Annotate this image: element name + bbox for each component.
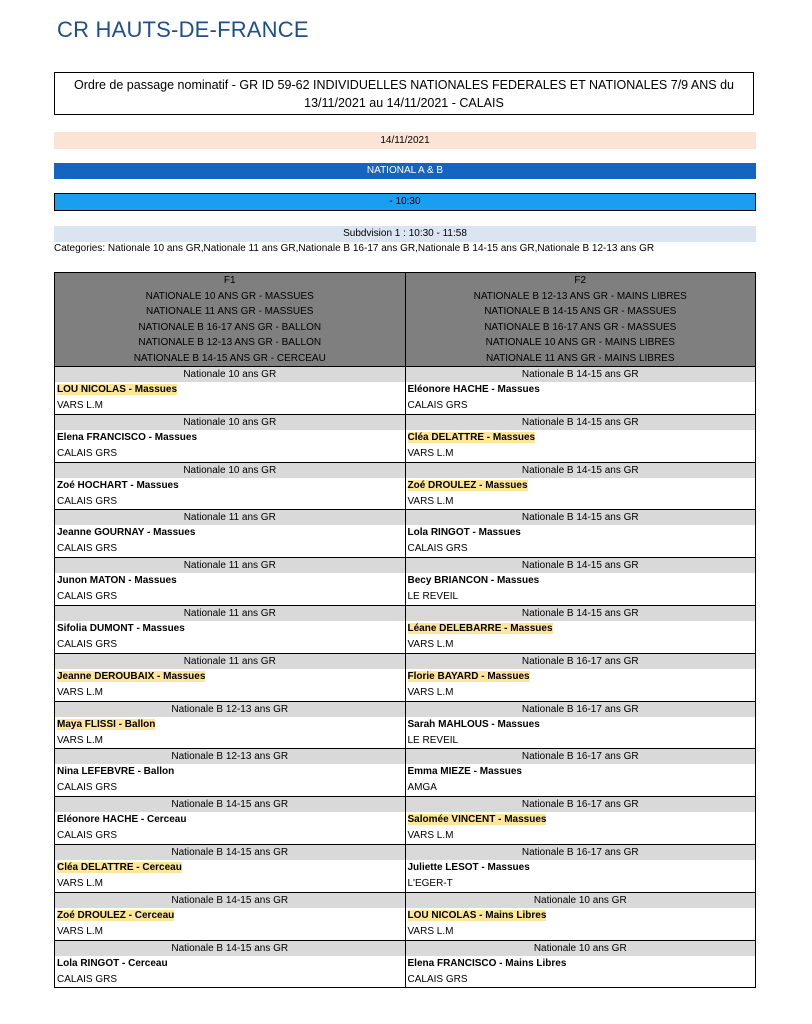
club-name: VARS L.M <box>57 400 103 411</box>
table-header-row <box>55 273 756 367</box>
category-label: Nationale B 16-17 ans GR <box>406 749 756 764</box>
region-title: CR HAUTS-DE-FRANCE <box>57 17 309 42</box>
gymnast-name: Sarah MAHLOUS - Massues <box>407 718 540 730</box>
club-name: VARS L.M <box>57 686 103 698</box>
gymnast-name: Lola RINGOT - Cerceau <box>57 957 168 969</box>
apparatus-group: NATIONALE B 16-17 ANS GR - BALLON <box>138 321 322 333</box>
gymnast-name: Jeanne DEROUBAIX - Massues <box>57 670 206 682</box>
column-label: F1 <box>223 275 236 286</box>
table-row <box>55 462 756 510</box>
category-label: Nationale B 12-13 ans GR <box>55 749 405 764</box>
gymnast-name-row <box>406 382 756 398</box>
club-name: CALAIS GRS <box>57 495 118 507</box>
apparatus-group: NATIONALE B 14-15 ANS GR - MASSUES <box>484 306 677 317</box>
category-label: Nationale 11 ans GR <box>55 654 405 669</box>
title-line-2: 13/11/2021 au 14/11/2021 - CALAIS <box>304 96 504 110</box>
gymnast-name: Eléonore HACHE - Cerceau <box>57 814 187 826</box>
club-name: CALAIS GRS <box>407 543 468 555</box>
gymnast-cell <box>55 892 406 940</box>
gymnast-cell <box>405 844 756 892</box>
table-row <box>55 605 756 653</box>
table-row <box>55 510 756 558</box>
gymnast-name: Zoé DROULEZ - Cerceau <box>57 909 175 921</box>
category-label: Nationale B 14-15 ans GR <box>55 845 405 860</box>
apparatus-group: NATIONALE 10 ANS GR - MASSUES <box>145 290 314 302</box>
gymnast-cell <box>55 558 406 606</box>
gymnast-name-row <box>55 717 405 733</box>
table-row <box>55 414 756 462</box>
club-name: CALAIS GRS <box>407 400 468 411</box>
category-label: Nationale B 16-17 ans GR <box>406 797 756 812</box>
gymnast-name: Elena FRANCISCO - Mains Libres <box>407 957 567 969</box>
gymnast-cell <box>55 367 406 415</box>
gymnast-cell <box>405 414 756 462</box>
apparatus-group: NATIONALE 11 ANS GR - MAINS LIBRES <box>485 352 675 364</box>
gymnast-name: Junon MATON - Massues <box>57 575 177 587</box>
gymnast-name-row <box>55 430 405 446</box>
category-label: Nationale 11 ans GR <box>55 606 405 621</box>
gymnast-name: Juliette LESOT - Massues <box>407 861 530 873</box>
gymnast-name-row <box>406 717 756 733</box>
document-title <box>54 72 754 115</box>
gymnast-cell <box>405 367 756 415</box>
gymnast-cell <box>55 510 406 558</box>
gymnast-cell <box>405 797 756 845</box>
gymnast-cell <box>405 701 756 749</box>
category-label: Nationale 10 ans GR <box>55 367 405 382</box>
gymnast-name-row <box>55 621 405 637</box>
title-line-1: Ordre de passage nominatif - GR ID 59-62 INDIVIDUELLES NATIONALES FEDERALES ET NATIONALES 7/9 ANS du <box>74 78 734 92</box>
gymnast-cell <box>405 462 756 510</box>
gymnast-name-row <box>55 382 405 398</box>
category-label: Nationale B 12-13 ans GR <box>55 702 405 717</box>
club-name: VARS L.M <box>57 734 103 746</box>
gymnast-name: Zoé DROULEZ - Massues <box>407 479 528 491</box>
club-name: CALAIS GRS <box>57 973 118 985</box>
table-row <box>55 749 756 797</box>
gymnast-cell <box>55 749 406 797</box>
gymnast-cell <box>55 701 406 749</box>
categories-line: Categories: Nationale 10 ans GR,Nationale 11 ans GR,Nationale B 16-17 ans GR,Nationale B 14-15 ans GR,Nationale B 12-13 ans GR <box>54 243 655 254</box>
column-header-f1 <box>55 273 406 367</box>
table-row <box>55 797 756 845</box>
category-label: Nationale 10 ans GR <box>55 463 405 478</box>
gymnast-name-row <box>55 573 405 589</box>
gymnast-cell <box>55 605 406 653</box>
category-label: Nationale 10 ans GR <box>55 415 405 430</box>
gymnast-name-row <box>406 908 756 924</box>
category-label: Nationale 10 ans GR <box>406 893 756 908</box>
table-row <box>55 558 756 606</box>
subdivision-band: Subdvision 1 : 10:30 - 11:58 <box>54 226 756 242</box>
gymnast-name-row <box>55 669 405 685</box>
category-label: Nationale 11 ans GR <box>55 558 405 573</box>
club-name: L'EGER-T <box>407 877 453 889</box>
gymnast-name: Sifolia DUMONT - Massues <box>57 622 185 634</box>
gymnast-cell <box>55 414 406 462</box>
gymnast-name: Eléonore HACHE - Massues <box>407 384 540 395</box>
club-name: VARS L.M <box>57 877 103 889</box>
table-row <box>55 653 756 701</box>
club-name: VARS L.M <box>407 925 454 937</box>
gymnast-name-row <box>55 908 405 924</box>
gymnast-name: LOU NICOLAS - Massues <box>57 384 178 395</box>
apparatus-group: NATIONALE 11 ANS GR - MASSUES <box>146 306 314 317</box>
gymnast-name: Lola RINGOT - Massues <box>407 527 521 539</box>
date-band: 14/11/2021 <box>54 132 756 149</box>
gymnast-cell <box>405 940 756 988</box>
club-name: CALAIS GRS <box>57 638 118 650</box>
club-name: AMGA <box>407 782 437 794</box>
running-order-table <box>54 272 756 988</box>
category-label: Nationale B 14-15 ans GR <box>406 558 756 573</box>
gymnast-cell <box>405 605 756 653</box>
category-label: Nationale B 14-15 ans GR <box>406 510 756 525</box>
gymnast-cell <box>55 797 406 845</box>
column-header-f2 <box>405 273 756 367</box>
category-label: Nationale B 14-15 ans GR <box>406 367 756 382</box>
gymnast-name-row <box>55 478 405 494</box>
table-row <box>55 892 756 940</box>
gymnast-cell <box>55 462 406 510</box>
gymnast-name-row <box>406 525 756 541</box>
club-name: VARS L.M <box>407 447 454 459</box>
gymnast-cell <box>55 844 406 892</box>
club-name: VARS L.M <box>407 830 454 842</box>
table-row <box>55 367 756 415</box>
gymnast-cell <box>55 653 406 701</box>
category-label: Nationale B 14-15 ans GR <box>406 415 756 430</box>
category-label: Nationale 10 ans GR <box>406 941 756 956</box>
club-name: LE REVEIL <box>407 734 459 746</box>
gymnast-cell <box>405 749 756 797</box>
category-label: Nationale B 16-17 ans GR <box>406 654 756 669</box>
gymnast-name-row <box>406 860 756 876</box>
club-name: CALAIS GRS <box>57 591 118 603</box>
gymnast-cell <box>405 558 756 606</box>
gymnast-name: Salomée VINCENT - Massues <box>407 814 547 826</box>
gymnast-cell <box>405 510 756 558</box>
club-name: CALAIS GRS <box>407 973 468 985</box>
category-label: Nationale 11 ans GR <box>55 510 405 525</box>
apparatus-group: NATIONALE 10 ANS GR - MAINS LIBRES <box>485 337 675 348</box>
gymnast-cell <box>405 892 756 940</box>
club-name: VARS L.M <box>57 925 103 937</box>
club-name: VARS L.M <box>407 495 454 507</box>
apparatus-group: NATIONALE B 12-13 ANS GR - MAINS LIBRES <box>473 290 687 302</box>
club-name: CALAIS GRS <box>57 447 118 459</box>
gymnast-name: Léane DELEBARRE - Massues <box>407 622 553 634</box>
apparatus-group: NATIONALE B 14-15 ANS GR - CERCEAU <box>133 352 326 364</box>
gymnast-name-row <box>55 764 405 780</box>
gymnast-name: Becy BRIANCON - Massues <box>407 575 540 587</box>
gymnast-name: Cléa DELATTRE - Massues <box>407 431 536 443</box>
gymnast-name-row <box>55 812 405 828</box>
gymnast-name: Florie BAYARD - Massues <box>407 670 530 682</box>
apparatus-group: NATIONALE B 12-13 ANS GR - BALLON <box>138 337 322 348</box>
gymnast-name-row <box>406 764 756 780</box>
gymnast-name: Zoé HOCHART - Massues <box>57 479 179 491</box>
gymnast-name-row <box>55 525 405 541</box>
column-label: F2 <box>574 275 587 286</box>
national-band: NATIONAL A & B <box>54 163 756 179</box>
apparatus-group: NATIONALE B 16-17 ANS GR - MASSUES <box>484 321 677 333</box>
club-name: CALAIS GRS <box>57 782 118 794</box>
gymnast-name: Cléa DELATTRE - Cerceau <box>57 861 182 873</box>
gymnast-name: Elena FRANCISCO - Massues <box>57 431 198 443</box>
table-row <box>55 844 756 892</box>
category-label: Nationale B 14-15 ans GR <box>55 893 405 908</box>
gymnast-name: Nina LEFEBVRE - Ballon <box>57 766 175 778</box>
gymnast-name-row <box>406 621 756 637</box>
gymnast-name-row <box>55 860 405 876</box>
club-name: CALAIS GRS <box>57 830 118 842</box>
gymnast-name: Emma MIEZE - Massues <box>407 766 522 778</box>
gymnast-name-row <box>406 573 756 589</box>
category-label: Nationale B 16-17 ans GR <box>406 702 756 717</box>
club-name: VARS L.M <box>407 686 454 698</box>
gymnast-name: LOU NICOLAS - Mains Libres <box>407 909 547 921</box>
category-label: Nationale B 14-15 ans GR <box>406 606 756 621</box>
category-label: Nationale B 14-15 ans GR <box>55 941 405 956</box>
gymnast-name-row <box>55 956 405 972</box>
table-row <box>55 701 756 749</box>
gymnast-name-row <box>406 478 756 494</box>
table-row <box>55 940 756 988</box>
gymnast-name-row <box>406 812 756 828</box>
club-name: CALAIS GRS <box>57 543 118 555</box>
gymnast-name-row <box>406 956 756 972</box>
gymnast-name-row <box>406 430 756 446</box>
gymnast-name: Jeanne GOURNAY - Massues <box>57 527 196 539</box>
category-label: Nationale B 16-17 ans GR <box>406 845 756 860</box>
category-label: Nationale B 14-15 ans GR <box>55 797 405 812</box>
club-name: VARS L.M <box>407 638 454 650</box>
gymnast-name-row <box>406 669 756 685</box>
gymnast-name: Maya FLISSI - Ballon <box>57 718 156 730</box>
club-name: LE REVEIL <box>407 591 459 603</box>
category-label: Nationale B 14-15 ans GR <box>406 463 756 478</box>
time-band: - 10:30 <box>54 193 756 211</box>
gymnast-cell <box>55 940 406 988</box>
gymnast-cell <box>405 653 756 701</box>
